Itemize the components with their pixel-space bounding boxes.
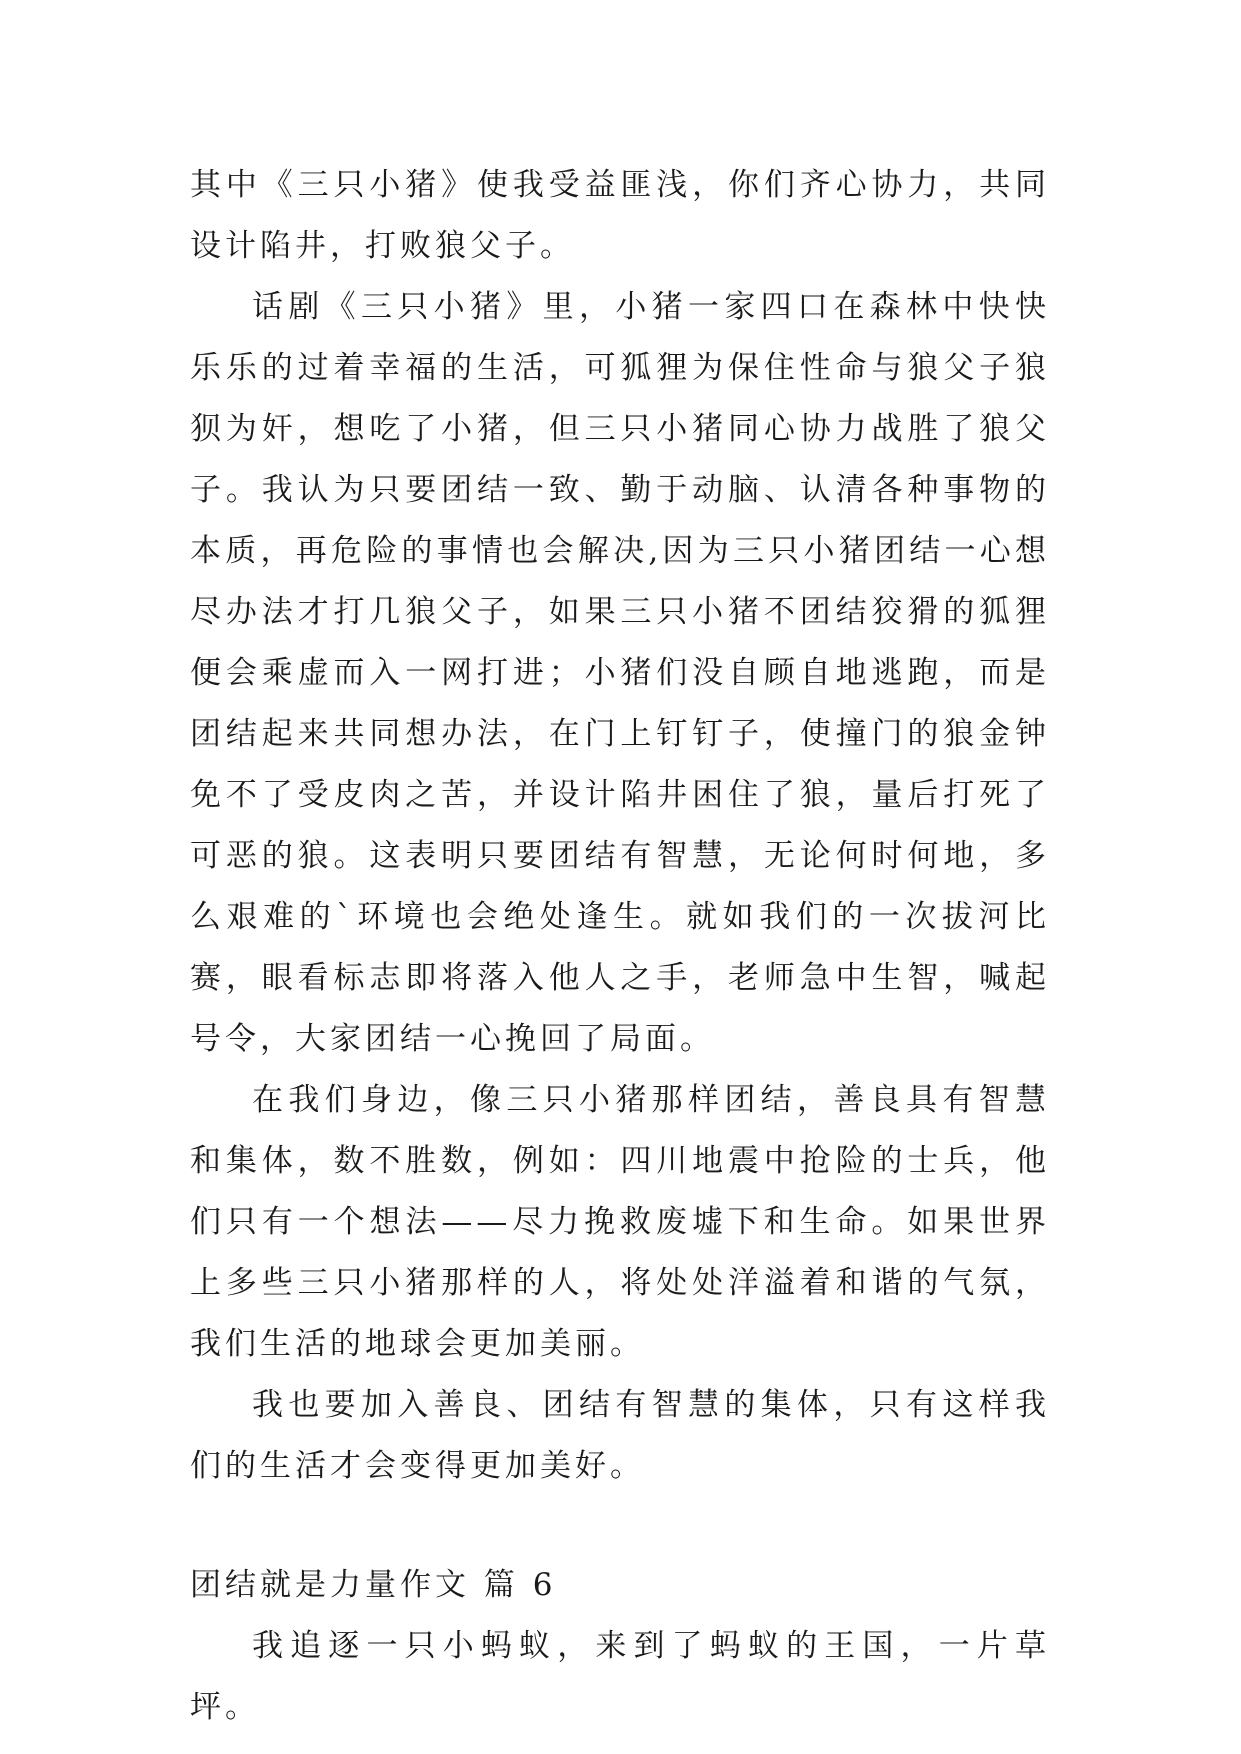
section-spacer — [190, 1497, 1050, 1555]
section-paragraph-1: 我追逐一只小蚂蚁，来到了蚂蚁的王国，一片草坪。 — [190, 1628, 1050, 1725]
paragraph-4: 我也要加入善良、团结有智慧的集体，只有这样我们的生活才会变得更加美好。 — [190, 1387, 1050, 1484]
paragraph-1: 其中《三只小猪》使我受益匪浅，你们齐心协力，共同设计陷井，打败狼父子。 — [190, 167, 1050, 264]
paragraph-2: 话剧《三只小猪》里，小猪一家四口在森林中快快乐乐的过着幸福的生活，可狐狸为保住性命与狼父子狼狈为奸，想吃了小猪，但三只小猪同心协力战胜了狼父子。我认为只要团结一致、勤于动脑、认清各种事物的本质，再危险的事情也会解决,因为三只小猪团结一心想尽办法才打几狼父子，如果三只小猪不团结狡猾的狐狸便会乘虚而入一网打进；小猪们没自顾自地逃跑，而是团结起来共同想办法，在门上钉钉子，使撞门的狼金钟免不了受皮肉之苦，并设计陷井困住了狼，量后打死了可恶的狼。这表明只要团结有智慧，无论何时何地，多么艰难的`环境也会绝处逢生。就如我们的一次拔河比赛，眼看标志即将落入他人之手，老师急中生智，喊起号令，大家团结一心挽回了局面。 — [190, 289, 1050, 1057]
paragraph-3: 在我们身边，像三只小猪那样团结，善良具有智慧和集体，数不胜数，例如：四川地震中抢险的士兵，他们只有一个想法——尽力挽救废墟下和生命。如果世界上多些三只小猪那样的人，将处处洋溢着和谐的气氛，我们生活的地球会更加美丽。 — [190, 1082, 1050, 1362]
section-heading: 团结就是力量作文 篇 6 — [190, 1567, 557, 1603]
document-body — [190, 155, 1050, 1738]
